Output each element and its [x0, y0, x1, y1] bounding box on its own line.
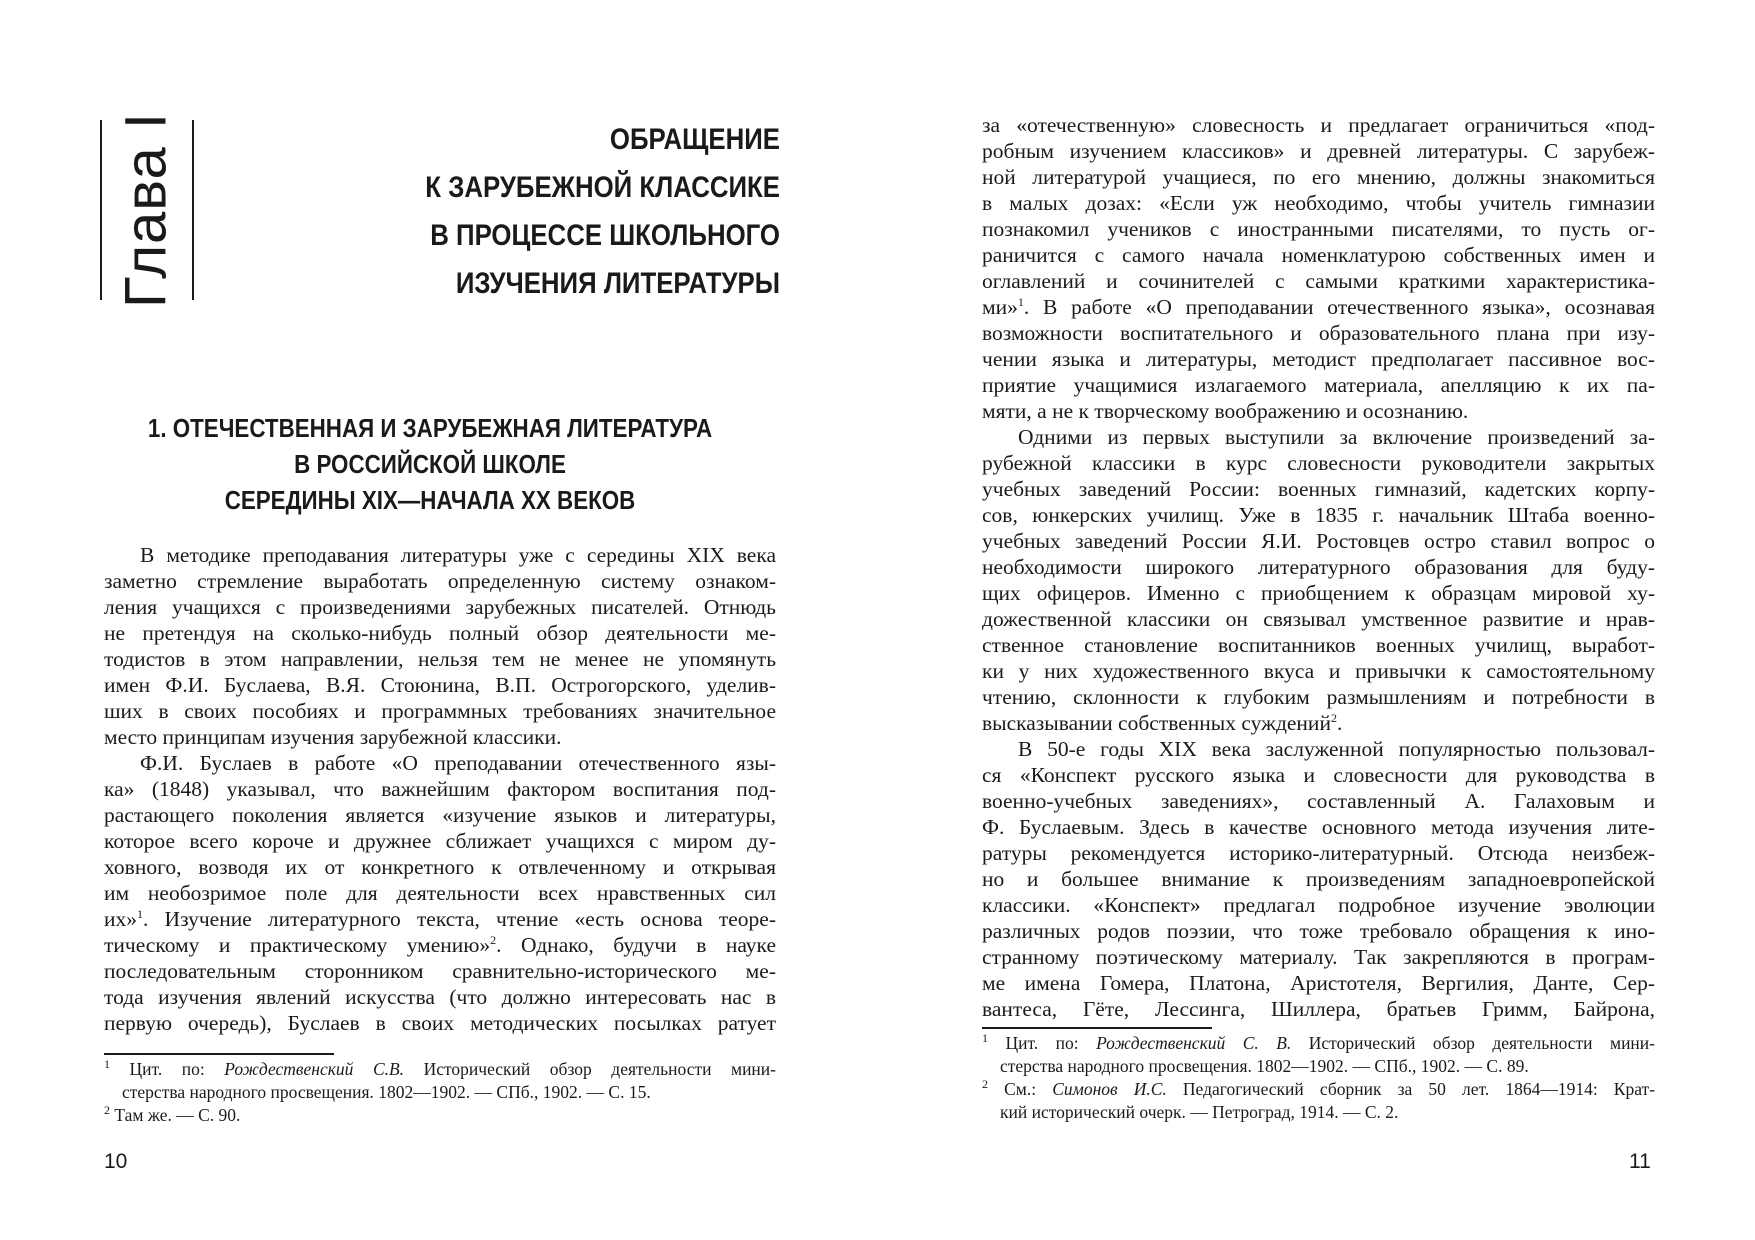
text-fragment: их» [104, 907, 138, 931]
text-line: возможности воспитательного и образовательного плана при изу- [982, 321, 1655, 345]
text-line: ме имена Гомера, Платона, Аристотеля, Вергилия, Данте, Сер- [982, 971, 1655, 995]
text-line: различных родов поэзии, что тоже требовало обращения к ино- [982, 919, 1655, 943]
text-line: ной литературой учащиеся, по его мнению, должны знакомиться [982, 165, 1655, 189]
footnote-line [982, 1032, 1655, 1055]
text-line: тодистов в этом направлении, нельзя тем не менее не упомянуть [104, 647, 776, 671]
text-line: ся «Конспект русского языка и словесности для руководства в [982, 763, 1655, 787]
text-line: военно-учебных заведениях», составленный А. Галаховым и [982, 789, 1655, 813]
page-number: 11 [1629, 1150, 1651, 1173]
text-line: раничится с самого начала номенклатурою собственных имен и [982, 243, 1655, 267]
text-line: классики. «Конспект» предлагал подробное изучение эволюции [982, 893, 1655, 917]
text-fragment: . В работе «О преподавании отечественного языка», осознавая [1023, 295, 1655, 319]
chapter-rule-left [100, 120, 102, 300]
text-line: за «отечественную» словесность и предлагает ограничиться «под- [982, 113, 1655, 137]
footnote-line [104, 1058, 776, 1081]
footnote-text: Исторический обзор деятельности мини- [1291, 1033, 1655, 1053]
text-line: в малых дозах: «Если уж необходимо, чтобы учитель гимназии [982, 191, 1655, 215]
text-line: оглавлений и сочинителей с самыми краткими характеристика- [982, 269, 1655, 293]
left-body-text [104, 542, 776, 1036]
text-line: Одними из первых выступили за включение произведений за- [1018, 425, 1655, 449]
text-line: последовательным сторонником сравнительно-исторического ме- [104, 959, 776, 983]
page-number: 10 [104, 1150, 128, 1173]
text-line: которое всего короче и дружнее сближает учащихся с миром ду- [104, 829, 776, 853]
text-line: чении языка и литературы, методист предполагает пассивное вос- [982, 347, 1655, 371]
text-line: первую очередь), Буслаев в своих методических посылках ратует [104, 1011, 776, 1035]
footnote-ref: 1 [1017, 294, 1024, 309]
text-line: В 50-е годы XIX века заслуженной популярностью пользовал- [1018, 737, 1655, 761]
text-line: ка» (1848) указывал, что важнейшим фактором воспитания под- [104, 777, 776, 801]
text-fragment: тическому и практическому умению» [104, 933, 491, 957]
text-line: тода изучения явлений искусства (что должно интересовать нас в [104, 985, 776, 1009]
footnote-mark: 1 [104, 1057, 110, 1072]
right-page [877, 0, 1755, 1240]
text-line: не претендуя на сколько-нибудь полный обзор деятельности ме- [104, 621, 776, 645]
footnote-ref: 1 [137, 906, 144, 921]
text-line: странному поэтическому материалу. Так закрепляются в програм- [982, 945, 1655, 969]
footnote-text: Педагогический сборник за 50 лет. 1864—1914: Крат- [1166, 1079, 1656, 1099]
footnote-ref: 2 [1330, 710, 1337, 725]
left-footnotes [104, 1058, 776, 1127]
text-line: ших в своих пособиях и программных требованиях значительное [104, 699, 776, 723]
text-line [104, 906, 776, 932]
text-line [104, 932, 776, 958]
text-line: необходимости широкого литературного образования для буду- [982, 555, 1655, 579]
footnote-line [982, 1078, 1655, 1101]
footnote-mark: 2 [982, 1077, 988, 1092]
text-line [982, 710, 1655, 736]
footnote-author: Рождественский С.В. [224, 1059, 405, 1079]
text-line: ки у них художественного вкуса и привычки к самостоятельному [982, 659, 1655, 683]
text-line: имен Ф.И. Буслаева, В.Я. Стоюнина, В.П. Острогорского, уделив- [104, 673, 776, 697]
footnote-prefix: См.: [1004, 1079, 1053, 1099]
text-line: ховного, возводя их от конкретного к отвлеченному и открывая [104, 855, 776, 879]
text-line: мяти, а не к творческому воображению и осознанию. [982, 399, 1469, 423]
chapter-label: Глава I [113, 112, 179, 308]
footnote-prefix: Цит. по: [129, 1059, 225, 1079]
left-page [0, 0, 877, 1240]
chapter-title [367, 116, 780, 308]
text-line: вантеса, Гёте, Лессинга, Шиллера, братьев Гримм, Байрона, [982, 997, 1655, 1021]
text-line: растающего поколения является «изучение языков и литературы, [104, 803, 776, 827]
footnote-author: Рождественский С. В. [1096, 1033, 1292, 1053]
footnote-ref: 2 [490, 932, 497, 947]
text-line: заметно стремление выработать определенную систему ознаком- [104, 569, 776, 593]
footnote-line: стерства народного просвещения. 1802—1902. — СПб., 1902. — С. 15. [122, 1082, 651, 1102]
text-fragment: ми» [982, 295, 1018, 319]
text-line: место принципам изучения зарубежной классики. [104, 725, 562, 749]
footnote-author: Симонов И.С. [1052, 1079, 1167, 1099]
chapter-rule-right [192, 120, 194, 300]
text-line: Ф. Буслаевым. Здесь в качестве основного метода изучения лите- [982, 815, 1655, 839]
chapter-title-line: ОБРАЩЕНИЕ [609, 123, 780, 156]
text-fragment: . Однако, будучи в науке [496, 933, 776, 957]
text-line: В методике преподавания литературы уже с середины XIX века [140, 543, 776, 567]
section-title-line: В РОССИЙСКОЙ ШКОЛЕ [294, 449, 566, 479]
footnote-line [104, 1104, 776, 1127]
footnote-text: Там же. — С. 90. [114, 1105, 241, 1125]
footnote-text: Исторический обзор деятельности мини- [404, 1059, 776, 1079]
text-line [982, 294, 1655, 320]
text-line: ственное становление воспитанников военных училищ, выработ- [982, 633, 1655, 657]
text-line: ления учащихся с произведениями зарубежных писателей. Отнюдь [104, 595, 776, 619]
chapter-marker [98, 112, 198, 308]
text-line: рубежной классики в курс словесности руководители закрытых [982, 451, 1655, 475]
text-line: чтению, склонности к глубоким размышлениям и потребности в [982, 685, 1655, 709]
section-title [112, 410, 748, 518]
text-fragment: высказывании собственных суждений [982, 711, 1331, 735]
text-line: но и большее внимание к произведениям западноевропейской [982, 867, 1655, 891]
section-title-line: СЕРЕДИНЫ XIX—НАЧАЛА XX ВЕКОВ [224, 485, 636, 515]
right-footnotes [982, 1032, 1655, 1124]
footnote-rule [982, 1027, 1212, 1029]
text-line: приятие учащимися излагаемого материала, апелляцию к их па- [982, 373, 1655, 397]
footnote-mark: 2 [104, 1103, 110, 1118]
chapter-title-line: К ЗАРУБЕЖНОЙ КЛАССИКЕ [425, 171, 780, 204]
chapter-title-line: ИЗУЧЕНИЯ ЛИТЕРАТУРЫ [455, 267, 780, 300]
text-fragment: . [1336, 711, 1343, 735]
chapter-title-line: В ПРОЦЕССЕ ШКОЛЬНОГО [430, 219, 780, 252]
text-line: ратуры рекомендуется историко-литературный. Отсюда неизбеж- [982, 841, 1655, 865]
text-line: учебных заведений России Я.И. Ростовцев остро ставил вопрос о [982, 529, 1655, 553]
text-line: учебных заведений России: военных гимназий, кадетских корпу- [982, 477, 1655, 501]
right-body-text [982, 112, 1655, 1022]
section-title-line: 1. ОТЕЧЕСТВЕННАЯ И ЗАРУБЕЖНАЯ ЛИТЕРАТУРА [147, 413, 713, 443]
text-line: Ф.И. Буслаев в работе «О преподавании отечественного язы- [140, 751, 776, 775]
text-line: щих офицеров. Именно с приобщением к образцам мировой ху- [982, 581, 1655, 605]
footnote-prefix: Цит. по: [1005, 1033, 1097, 1053]
text-line: робным изучением классиков» и древней литературы. С зарубеж- [982, 139, 1655, 163]
text-line: дожественной классики он связывал умственное развитие и нрав- [982, 607, 1655, 631]
text-line: сов, юнкерских училищ. Уже в 1835 г. начальник Штаба военно- [982, 503, 1655, 527]
footnote-mark: 1 [982, 1031, 988, 1046]
text-fragment: . Изучение литературного текста, чтение «есть основа теоре- [143, 907, 776, 931]
footnote-line: кий исторический очерк. — Петроград, 1914. — С. 2. [1000, 1102, 1399, 1122]
text-line: познакомил учеников с иностранными писателями, то пусть ог- [982, 217, 1655, 241]
footnote-line: стерства народного просвещения. 1802—1902. — СПб., 1902. — С. 89. [1000, 1056, 1529, 1076]
text-line: им необозримое поле для деятельности всех нравственных сил [104, 881, 776, 905]
footnote-rule [104, 1053, 334, 1055]
